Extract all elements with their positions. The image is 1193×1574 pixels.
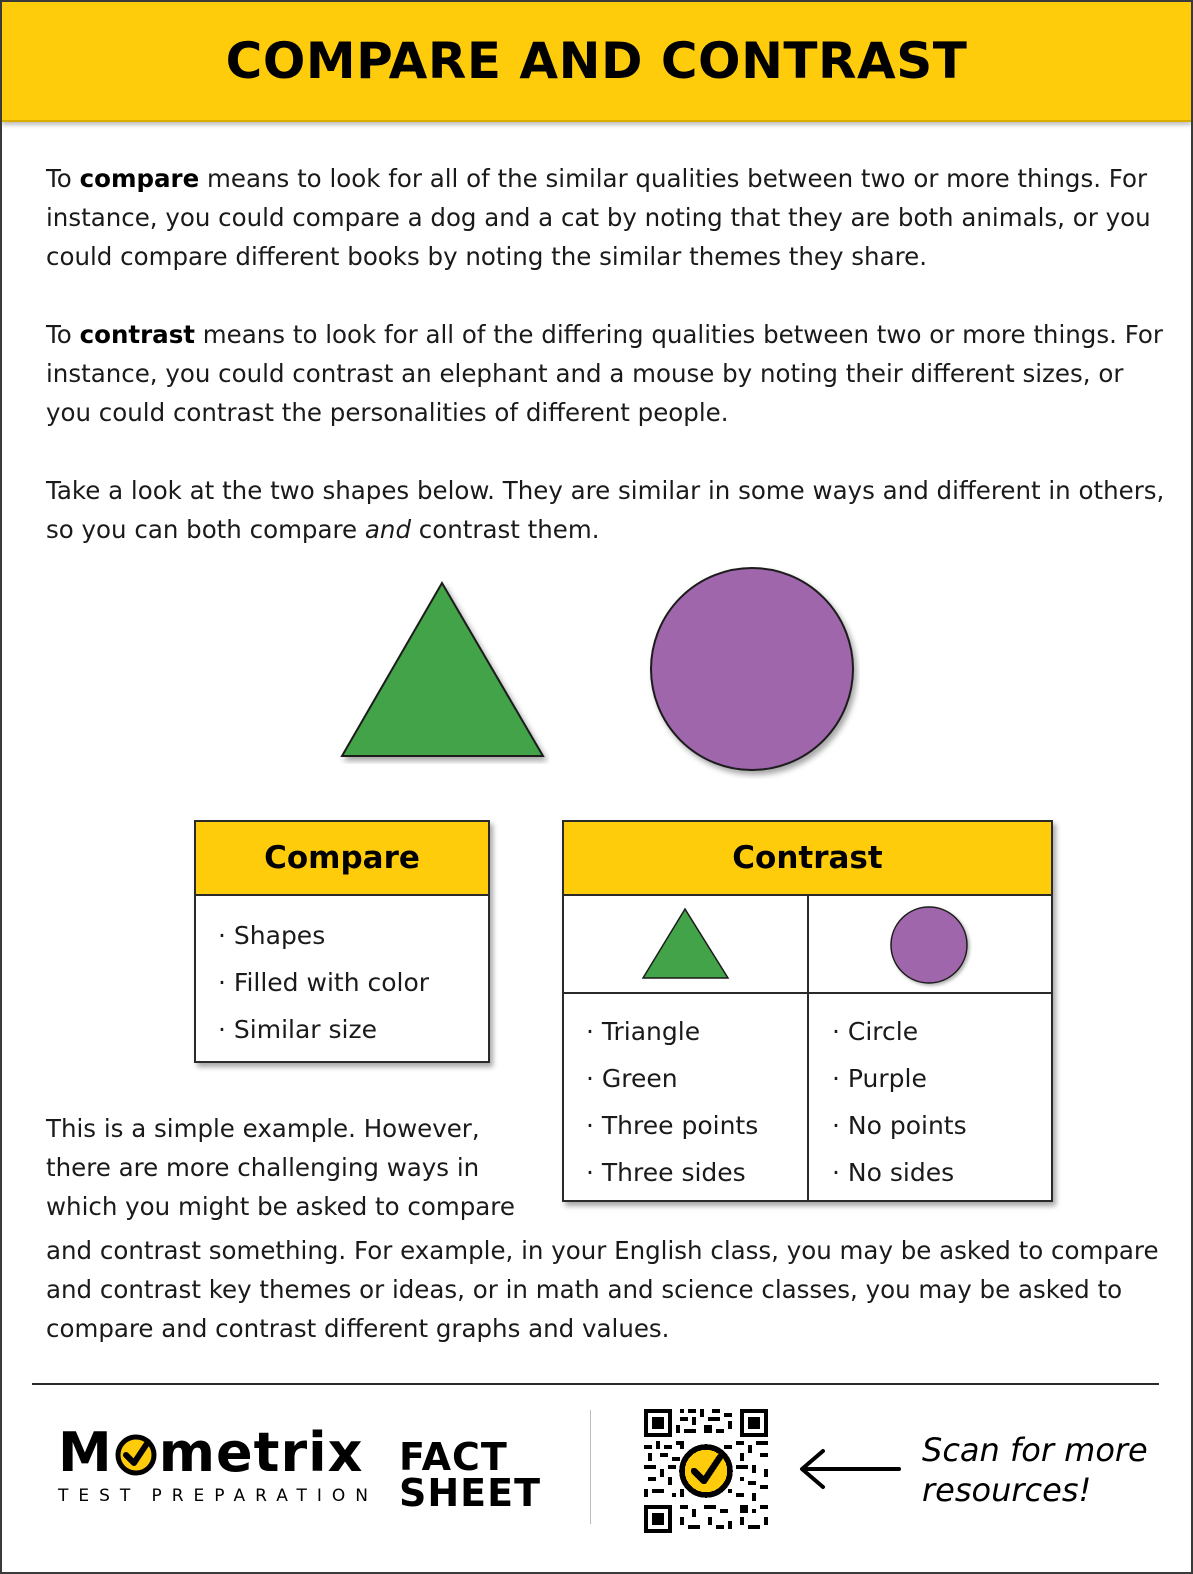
- contrast-grid: [564, 896, 1051, 1200]
- example-paragraph-start: This is a simple example. However, there are more challenging ways in which you might be asked to compare: [46, 1114, 515, 1221]
- list-item: · Three points: [586, 1102, 758, 1149]
- bold-term-contrast: contrast: [79, 320, 196, 349]
- sheet-label: SHEET: [399, 1471, 542, 1515]
- shapes-intro: [46, 471, 1166, 549]
- grid-divider-horizontal: [564, 992, 1051, 994]
- fact-sheet-label: [399, 1435, 542, 1515]
- bold-term-compare: compare: [79, 164, 200, 193]
- contrast-box: [562, 820, 1053, 1202]
- text-span: means to look for all of the differing qualities between two or more things. For instance, you could contrast an elephant and a mouse by noting their different sizes, or you could contrast the personalities of different people.: [46, 320, 1163, 427]
- list-item: · Triangle: [586, 1008, 758, 1055]
- page-header: [2, 2, 1191, 122]
- logo-checkmark-icon: [115, 1434, 157, 1476]
- list-item: · No points: [832, 1102, 967, 1149]
- green-triangle-shape: [338, 580, 550, 764]
- compare-box: [194, 820, 490, 1063]
- grid-divider-vertical: [807, 896, 809, 1200]
- triangle-traits-list: [586, 1008, 758, 1196]
- list-item: · Similar size: [218, 1006, 488, 1053]
- scan-line-1: Scan for more: [922, 1431, 1148, 1469]
- list-item: · Filled with color: [218, 959, 488, 1006]
- logo-text: metrix: [158, 1421, 364, 1484]
- compare-box-title: Compare: [196, 822, 488, 896]
- page-title: COMPARE AND CONTRAST: [225, 32, 968, 90]
- scan-callout: [922, 1430, 1148, 1510]
- compare-definition: [46, 159, 1166, 276]
- logo-sub-preparation: PREPARATION: [151, 1486, 378, 1506]
- qr-code-icon[interactable]: [640, 1405, 772, 1537]
- compare-list: [196, 896, 488, 1053]
- contrast-definition: [46, 315, 1166, 432]
- list-item: · No sides: [832, 1149, 967, 1196]
- text-span: contrast them.: [411, 515, 600, 544]
- text-span: means to look for all of the similar qualities between two or more things. For instance, you could compare a dog and a cat by noting that they are both animals, or you could compare different books by noting the similar themes they share.: [46, 164, 1151, 271]
- small-triangle-icon: [642, 906, 732, 982]
- list-item: · Green: [586, 1055, 758, 1102]
- text-span: Take a look at the two shapes below. They are similar in some ways and different in others, so you can both compare: [46, 476, 1165, 544]
- logo-wordmark: [58, 1421, 388, 1484]
- text-span: To: [46, 164, 80, 193]
- italic-and: and: [364, 515, 411, 544]
- logo-subtitle: [58, 1486, 378, 1506]
- purple-circle-shape: [648, 567, 860, 779]
- list-item: · Circle: [832, 1008, 967, 1055]
- text-span: To: [46, 320, 80, 349]
- example-paragraph-end: and contrast something. For example, in your English class, you may be asked to compare and contrast key themes or ideas, or in math and science classes, you may be asked to compare and contrast different graphs and values.: [46, 1236, 1159, 1343]
- logo-sub-test: TEST: [58, 1486, 141, 1506]
- list-item: · Purple: [832, 1055, 967, 1102]
- contrast-box-title: Contrast: [564, 822, 1051, 896]
- small-circle-icon: [889, 905, 973, 989]
- left-arrow-icon: [797, 1447, 903, 1491]
- mometrix-logo: [58, 1421, 388, 1516]
- list-item: · Three sides: [586, 1149, 758, 1196]
- scan-line-2: resources!: [922, 1471, 1092, 1509]
- logo-text: M: [58, 1421, 113, 1484]
- footer-divider-line: [32, 1383, 1159, 1385]
- fact-label: FACT: [399, 1435, 508, 1479]
- circle-traits-list: [832, 1008, 967, 1196]
- list-item: · Shapes: [218, 912, 488, 959]
- footer-vertical-divider: [590, 1410, 591, 1524]
